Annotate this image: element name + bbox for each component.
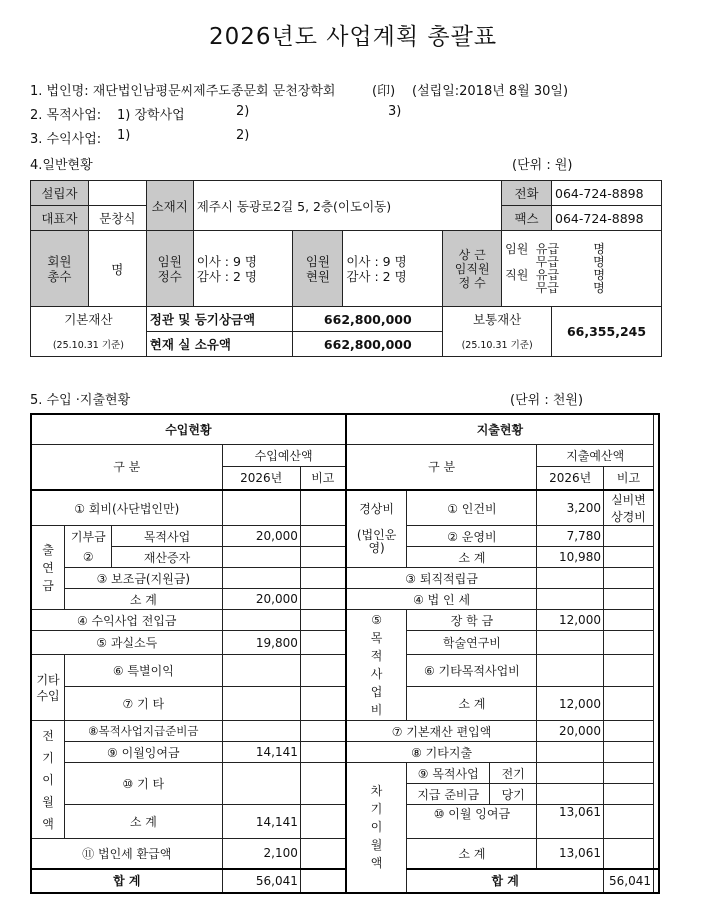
articles-amount-value: 662,800,000 (293, 307, 443, 332)
location-value: 제주시 동광로2길 5, 2층(이도이동) (193, 181, 501, 231)
income-special-interest: ⑥ 특별이익 (65, 655, 222, 687)
expense-purpose-group: ⑤ 목 적 사 업 비 (346, 610, 407, 721)
articles-amount-label: 정관 및 등기상금액 (146, 307, 293, 332)
income-membership: ① 회비(사단법인만) (31, 490, 222, 526)
income-reserve: ⑧목적사업지급준비금 (65, 721, 222, 742)
purpose-label: 2. 목적사업: (30, 108, 102, 123)
expense-purpose-subtotal: 소 계 (407, 687, 537, 721)
expense-next-group: 차 기 이 월 액 (346, 763, 407, 893)
income-header: 수입현황 (31, 414, 346, 444)
members-label: 회원 총수 (31, 231, 89, 307)
income-contribution-group: 출 연 금 (31, 526, 65, 610)
ordinary-assets-value: 66,355,245 (552, 307, 662, 357)
expense-operation-value: 7,780 (537, 526, 604, 547)
staff-label: 상 근 임직원 정 수 (443, 231, 502, 307)
officers-quota-label: 임원 정수 (146, 231, 193, 307)
page-title: 2026년도 사업계획 총괄표 (208, 24, 498, 50)
income-total-value: 56,041 (222, 869, 300, 893)
expense-scholarship: 장 학 금 (407, 610, 537, 631)
expense-basic-asset-value: 20,000 (537, 721, 604, 742)
income-fruit-value: 19,800 (222, 631, 300, 655)
income-year: 2026년 (222, 466, 300, 490)
expense-op-group: 경상비 (법인운영) (346, 490, 407, 568)
income-asset-increase: 재산증자 (112, 547, 222, 568)
profit-label: 3. 수익사업: (30, 132, 102, 147)
finance-table (30, 413, 660, 894)
general-status-table (30, 180, 662, 357)
expense-personnel-value: 3,200 (537, 490, 604, 526)
expense-other-purpose: ⑥ 기타목적사업비 (407, 655, 537, 687)
expense-note: 비고 (603, 466, 653, 490)
income-total: 합 계 (31, 869, 222, 893)
expense-next-subtotal-value: 13,061 (537, 839, 604, 869)
income-division: 구 분 (31, 444, 222, 490)
income-contrib-subtotal: 소 계 (65, 589, 222, 610)
fax-value: 064-724-8898 (552, 206, 662, 231)
income-subsidy: ③ 보조금(지원금) (65, 568, 222, 589)
officers-current-label: 임원 현원 (293, 231, 343, 307)
expense-division: 구 분 (346, 444, 537, 490)
income-tax-refund-value: 2,100 (222, 839, 300, 869)
expense-operation: ② 운영비 (407, 526, 537, 547)
officers-current-value: 이사 : 9 명 감사 : 2 명 (343, 231, 443, 307)
expense-year: 2026년 (537, 466, 604, 490)
staff-officers-value: 임원 유급 명 무급 명 (505, 241, 606, 269)
expense-next-surplus-value: 13,061 (537, 805, 604, 839)
income-surplus: ⑨ 이월잉여금 (65, 742, 222, 763)
finance-unit: (단위 : 천원) (510, 393, 584, 408)
expense-budget-header: 지출예산액 (537, 444, 654, 466)
founder-label: 설립자 (31, 181, 89, 206)
expense-total-value: 56,041 (603, 869, 653, 893)
basic-assets-label: 기본재산 (31, 307, 147, 332)
purpose-item-2: 2) (236, 104, 250, 119)
income-purpose-biz-value: 20,000 (222, 526, 300, 547)
location-label: 소재지 (146, 181, 193, 231)
expense-basic-asset: ⑦ 기본재산 편입액 (346, 721, 537, 742)
fax-label: 팩스 (502, 206, 552, 231)
expense-personnel-note: 실비변상경비 (603, 490, 653, 526)
income-carry-subtotal-value: 14,141 (222, 805, 300, 839)
income-other-group: 기타 수입 (31, 655, 65, 721)
expense-op-subtotal: 소 계 (407, 547, 537, 568)
expense-research: 학술연구비 (407, 631, 537, 655)
basic-assets-date: (25.10.31 기준) (31, 332, 147, 357)
founder-value (88, 181, 146, 206)
expense-retirement: ③ 퇴직적립금 (346, 568, 537, 589)
income-carry-subtotal: 소 계 (65, 805, 222, 839)
corp-name-line: 1. 법인명: 재단법인남평문씨제주도종문회 문천장학회 (30, 84, 336, 99)
income-tax-refund: ⑪ 법인세 환급액 (31, 839, 222, 869)
income-fruit: ⑤ 과실소득 (31, 631, 222, 655)
general-heading: 4.일반현황 (30, 158, 93, 173)
income-surplus-value: 14,141 (222, 742, 300, 763)
expense-total: 합 계 (407, 869, 604, 893)
expense-next-purpose: ⑨ 목적사업 (407, 763, 490, 784)
income-carry-other: ⑩ 기 타 (65, 763, 222, 805)
expense-corp-tax: ④ 법 인 세 (346, 589, 537, 610)
staff-workers-value: 직원 유급 명 무급 명 (505, 267, 606, 295)
profit-item-1: 1) (117, 128, 131, 143)
income-profit-transfer: ④ 수익사업 전입금 (31, 610, 222, 631)
ordinary-assets-date: (25.10.31 기준) (443, 332, 552, 357)
members-value: 명 (88, 231, 146, 307)
phone-label: 전화 (502, 181, 552, 206)
expense-other: ⑧ 기타지출 (346, 742, 537, 763)
income-carry-group: 전 기 이 월 액 (31, 721, 65, 839)
established-date: (설립일:2018년 8월 30일) (412, 84, 569, 99)
expense-personnel: ① 인건비 (407, 490, 537, 526)
expense-next-reserve: 지급 준비금 (407, 784, 490, 805)
representative-value: 문창식 (88, 206, 146, 231)
general-unit: (단위 : 원) (512, 158, 573, 173)
officers-quota-value: 이사 : 9 명 감사 : 2 명 (193, 231, 293, 307)
income-note: 비고 (300, 466, 345, 490)
income-donation-num: ② (65, 547, 112, 568)
expense-op-subtotal-value: 10,980 (537, 547, 604, 568)
purpose-item-3: 3) (388, 104, 402, 119)
expense-purpose-subtotal-value: 12,000 (537, 687, 604, 721)
income-budget-header: 수입예산액 (222, 444, 346, 466)
seal-mark: (印) (372, 84, 396, 99)
purpose-item-1: 1) 장학사업 (117, 108, 185, 123)
ordinary-assets-label: 보통재산 (443, 307, 552, 332)
phone-value: 064-724-8898 (552, 181, 662, 206)
income-contrib-subtotal-value: 20,000 (222, 589, 300, 610)
expense-prev-term: 전기 (490, 763, 537, 784)
expense-next-subtotal: 소 계 (407, 839, 537, 869)
finance-heading: 5. 수입 ·지출현황 (30, 393, 131, 408)
expense-next-surplus: ⑩ 이월 잉여금 (407, 805, 537, 839)
actual-amount-value: 662,800,000 (293, 332, 443, 357)
profit-item-2: 2) (236, 128, 250, 143)
representative-label: 대표자 (31, 206, 89, 231)
actual-amount-label: 현재 실 소유액 (146, 332, 293, 357)
expense-this-term: 당기 (490, 784, 537, 805)
expense-scholarship-value: 12,000 (537, 610, 604, 631)
income-donation-label: 기부금 (65, 526, 112, 547)
income-purpose-biz: 목적사업 (112, 526, 222, 547)
income-other: ⑦ 기 타 (65, 687, 222, 721)
expense-header: 지출현황 (346, 414, 654, 444)
